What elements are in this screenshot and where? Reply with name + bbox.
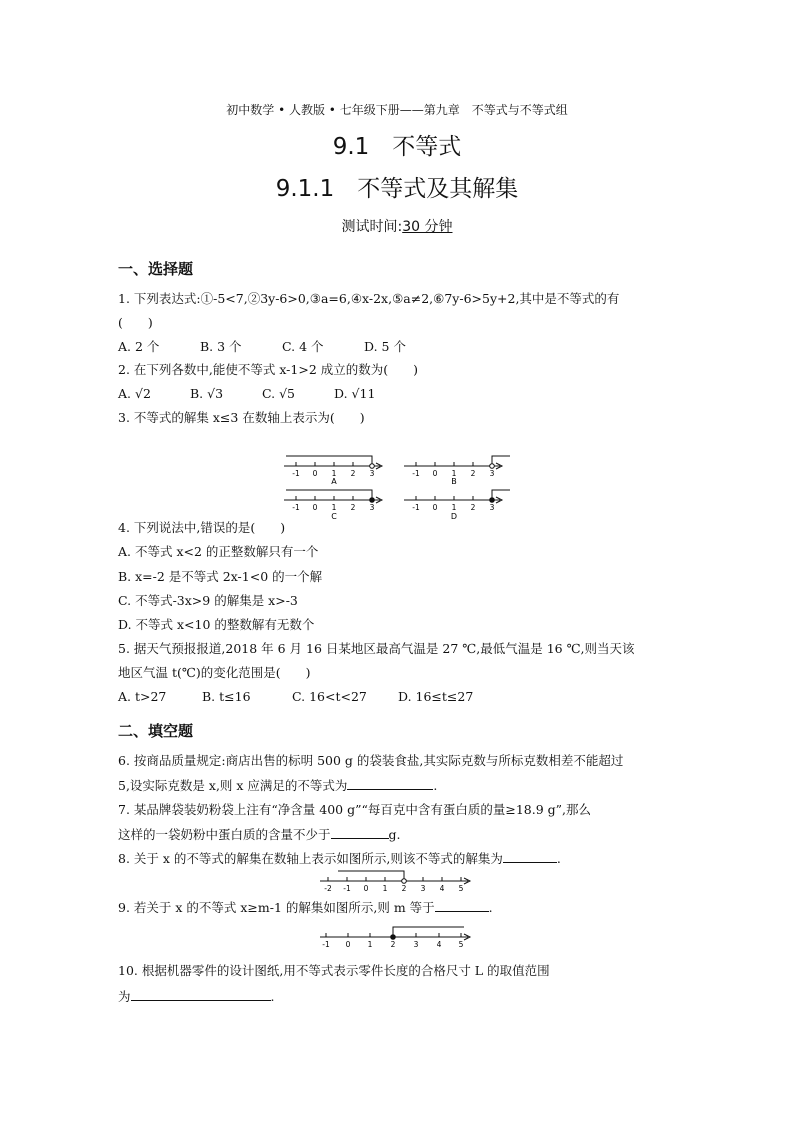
q10-text: 为 [118, 989, 131, 1004]
q7-end: g. [388, 827, 401, 842]
q5-line2: 地区气温 t(℃)的变化范围是( ) [118, 665, 311, 680]
tick-label: 3 [413, 940, 419, 949]
q7-line1: 7. 某品牌袋装奶粉袋上注有“净含量 400 g”“每百克中含有蛋白质的量≥18.9 g”,那么 [118, 802, 592, 817]
tick-label: 1 [367, 940, 373, 949]
tick-label: 1 [451, 469, 457, 478]
q9-end: . [488, 900, 493, 915]
tick-label: 0 [363, 884, 369, 893]
tick-label: -1 [343, 884, 351, 893]
q7-answer-blank[interactable] [331, 826, 389, 839]
tick-label: 1 [331, 469, 337, 478]
tick-label: 2 [350, 469, 356, 478]
option-label-b: B [451, 477, 457, 486]
q4-option-c: C. 不等式-3x>9 的解集是 x>-3 [118, 593, 298, 608]
q9-stem-line [118, 899, 493, 916]
tick-label: 2 [470, 503, 476, 512]
tick-label: 3 [489, 503, 495, 512]
number-line-b [404, 456, 510, 486]
q6-line2 [118, 777, 437, 794]
tick-label: 1 [451, 503, 457, 512]
tick-label: -1 [322, 940, 330, 949]
tick-label: 0 [432, 503, 438, 512]
tick-label: -2 [324, 884, 332, 893]
tick-label: -1 [412, 503, 420, 512]
q6-answer-blank[interactable] [347, 777, 433, 790]
q4-stem: 4. 下列说法中,错误的是( ) [118, 520, 286, 535]
q1-paren: ( ) [118, 315, 153, 330]
test-time-label: 测试时间: [341, 219, 403, 235]
option-label-c: C [331, 512, 337, 520]
q2-stem: 2. 在下列各数中,能使不等式 x-1>2 成立的数为( ) [118, 362, 419, 377]
tick-label: 2 [390, 940, 396, 949]
q8-text: 8. 关于 x 的不等式的解集在数轴上表示如图所示,则该不等式的解集为 [118, 851, 503, 866]
q1-option-b: B. 3 个 [200, 339, 242, 354]
q7-text: 这样的一袋奶粉中蛋白质的含量不少于 [118, 827, 331, 842]
q1-option-c: C. 4 个 [282, 339, 324, 354]
tick-label: 2 [470, 469, 476, 478]
q9-number-line [318, 922, 478, 950]
test-time [0, 216, 794, 236]
number-line-d [404, 490, 510, 520]
tick-label: 1 [331, 503, 337, 512]
q1-option-a: A. 2 个 [118, 339, 160, 354]
q1-stem: 1. 下列表达式:①-5<7,②3y-6>0,③a=6,④x-2x,⑤a≠2,⑥7y-6>5y+2,其中是不等式的有 [118, 291, 620, 306]
tick-label: 0 [312, 469, 318, 478]
tick-label: 3 [420, 884, 426, 893]
q2-option-a: A. √2 [118, 386, 151, 401]
tick-label: 4 [436, 940, 442, 949]
q3-stem: 3. 不等式的解集 x≤3 在数轴上表示为( ) [118, 410, 365, 425]
q2-options [118, 386, 375, 402]
test-time-value: 30 分钟 [402, 219, 453, 235]
tick-label: 1 [382, 884, 388, 893]
q5-option-d: D. 16≤t≤27 [398, 689, 474, 704]
tick-label: 2 [401, 884, 407, 893]
q4-option-a: A. 不等式 x<2 的正整数解只有一个 [118, 544, 319, 559]
tick-label: 0 [432, 469, 438, 478]
q6-line1: 6. 按商品质量规定:商店出售的标明 500 g 的袋装食盐,其实际克数与所标克数相差不能超过 [118, 753, 624, 768]
tick-label: 5 [458, 884, 464, 893]
q8-number-line [318, 866, 478, 894]
q8-stem-line [118, 850, 561, 867]
tick-label: 3 [489, 469, 495, 478]
tick-label: -1 [292, 469, 300, 478]
tick-label: 3 [369, 469, 375, 478]
q9-answer-blank[interactable] [435, 899, 489, 912]
option-label-d: D [450, 512, 458, 520]
tick-label: 3 [369, 503, 375, 512]
q6-text: 5,设实际克数是 x,则 x 应满足的不等式为 [118, 778, 348, 793]
q2-option-d: D. √11 [334, 386, 376, 401]
q5-options [118, 689, 473, 705]
tick-label: 4 [439, 884, 445, 893]
q2-option-c: C. √5 [262, 386, 295, 401]
number-line-c [284, 490, 382, 520]
q7-line2 [118, 826, 401, 843]
subsection-title: 9.1.1 不等式及其解集 [275, 176, 519, 202]
q4-option-b: B. x=-2 是不等式 2x-1<0 的一个解 [118, 569, 323, 584]
q1-option-d: D. 5 个 [364, 339, 406, 354]
q6-end: . [433, 778, 438, 793]
q9-text: 9. 若关于 x 的不等式 x≥m-1 的解集如图所示,则 m 等于 [118, 900, 435, 915]
section-choice-heading: 一、选择题 [118, 260, 194, 278]
q3-number-lines [280, 448, 520, 520]
q5-option-a: A. t>27 [118, 689, 167, 704]
q5-option-c: C. 16<t<27 [292, 689, 367, 704]
q5-option-b: B. t≤16 [202, 689, 251, 704]
section-fill-heading: 二、填空题 [118, 722, 194, 740]
q10-end: . [270, 989, 275, 1004]
tick-label: -1 [292, 503, 300, 512]
q4-option-d: D. 不等式 x<10 的整数解有无数个 [118, 617, 315, 632]
q10-line1: 10. 根据机器零件的设计图纸,用不等式表示零件长度的合格尺寸 L 的取值范围 [118, 963, 550, 978]
section-title: 9.1 不等式 [332, 134, 462, 160]
q10-answer-blank[interactable] [131, 988, 271, 1001]
q8-end: . [556, 851, 561, 866]
tick-label: 0 [345, 940, 351, 949]
q1-options [118, 339, 406, 355]
q2-option-b: B. √3 [190, 386, 224, 401]
tick-label: 0 [312, 503, 318, 512]
page-header: 初中数学 • 人教版 • 七年级下册——第九章 不等式与不等式组 [226, 103, 568, 117]
q5-line1: 5. 据天气预报报道,2018 年 6 月 16 日某地区最高气温是 27 ℃,最低气温是 16 ℃,则当天该 [118, 641, 635, 656]
option-label-a: A [331, 477, 337, 486]
q8-answer-blank[interactable] [503, 850, 557, 863]
q10-line2 [118, 988, 275, 1005]
tick-label: -1 [412, 469, 420, 478]
tick-label: 2 [350, 503, 356, 512]
tick-label: 5 [458, 940, 464, 949]
number-line-a [284, 456, 382, 486]
